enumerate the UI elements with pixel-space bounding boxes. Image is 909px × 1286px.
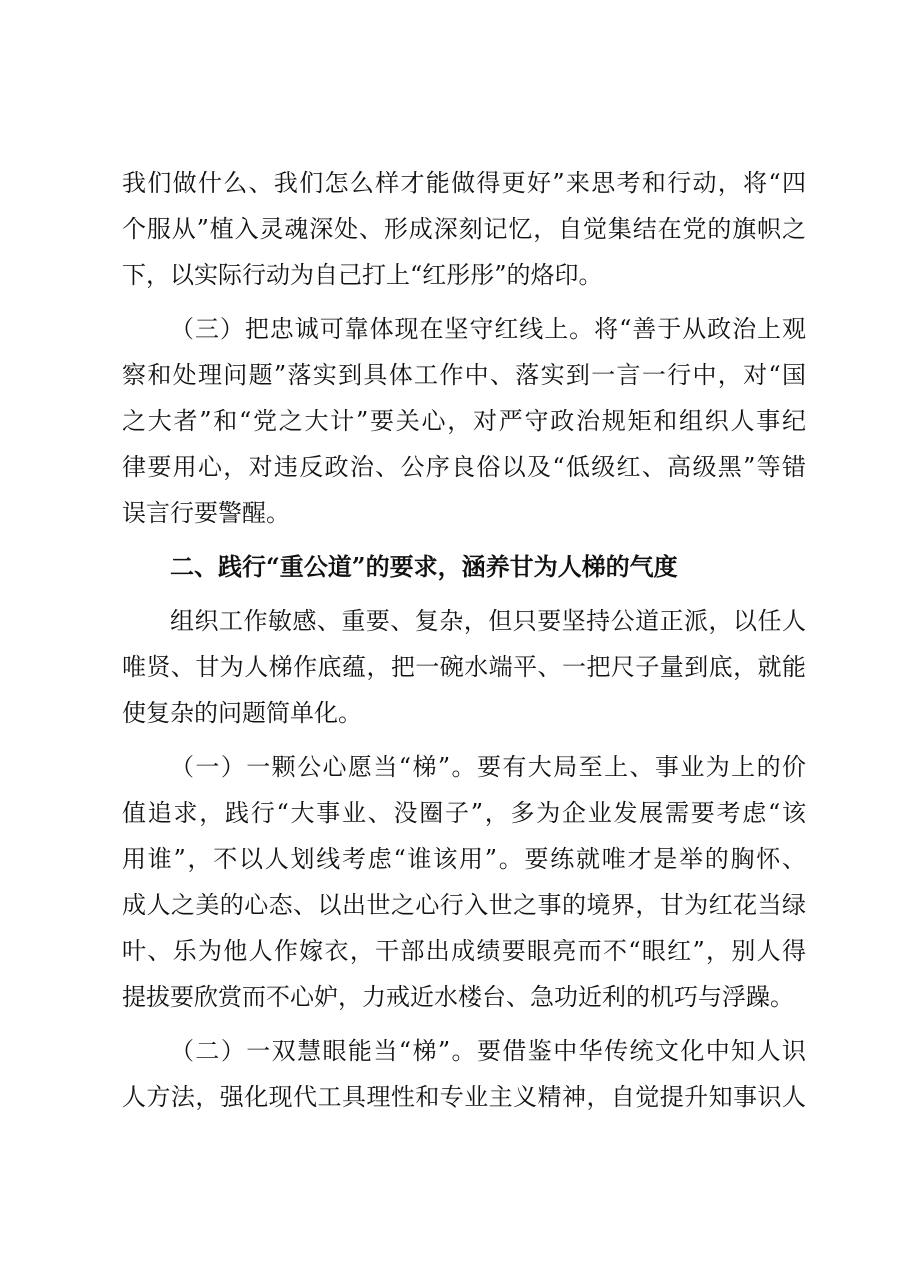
paragraph-four-obeys <box>122 160 806 298</box>
paragraph-wise-eyes <box>122 1028 806 1120</box>
text-line: 叶、乐为他人作嫁衣，干部出成绩要眼亮而不“眼红”，别人得 <box>122 937 806 965</box>
text-line: 下，以实际行动为自己打上“红彤彤”的烙印。 <box>122 261 603 289</box>
text-line: 值追求，践行“大事业、没圈子”，多为企业发展需要考虑“该 <box>122 799 806 827</box>
text-line: 之大者”和“党之大计”要关心，对严守政治规矩和组织人事纪 <box>122 407 806 435</box>
paragraph-fairness-intro <box>122 598 806 736</box>
text-line: （一）一颗公心愿当“梯”。要有大局至上、事业为上的价 <box>170 753 806 781</box>
paragraph-loyalty-red-line <box>122 306 806 536</box>
text-line: 误言行要警醒。 <box>122 499 290 527</box>
text-line: 察和处理问题”落实到具体工作中、落实到一言一行中，对“国 <box>122 361 806 389</box>
text-line: 个服从”植入灵魂深处、形成深刻记忆，自觉集结在党的旗帜之 <box>122 215 806 243</box>
text-line: （二）一双慧眼能当“梯”。要借鉴中华传统文化中知人识 <box>170 1037 806 1065</box>
paragraph-public-heart <box>122 744 806 1020</box>
text-line: 人方法，强化现代工具理性和专业主义精神，自觉提升知事识人 <box>122 1083 806 1111</box>
text-line: 提拔要欣赏而不心妒，力戒近水楼台、急功近利的机巧与浮躁。 <box>122 983 794 1011</box>
document-page <box>122 160 806 1120</box>
text-line: 组织工作敏感、重要、复杂，但只要坚持公道正派，以任人 <box>170 607 806 635</box>
text-line: 我们做什么、我们怎么样才能做得更好”来思考和行动，将“四 <box>122 169 806 197</box>
text-line: 用谁”，不以人划线考虑“谁该用”。要练就唯才是举的胸怀、 <box>122 845 806 873</box>
text-line: 唯贤、甘为人梯作底蕴，把一碗水端平、一把尺子量到底，就能 <box>122 653 806 681</box>
text-line: 律要用心，对违反政治、公序良俗以及“低级红、高级黑”等错 <box>122 453 806 481</box>
text-line: 成人之美的心态、以出世之心行入世之事的境界，甘为红花当绿 <box>122 891 806 919</box>
text-line: 使复杂的问题简单化。 <box>122 699 362 727</box>
text-line: （三）把忠诚可靠体现在坚守红线上。将“善于从政治上观 <box>170 315 806 343</box>
section-heading: 二、践行“重公道”的要求，涵养甘为人梯的气度 <box>170 552 678 581</box>
